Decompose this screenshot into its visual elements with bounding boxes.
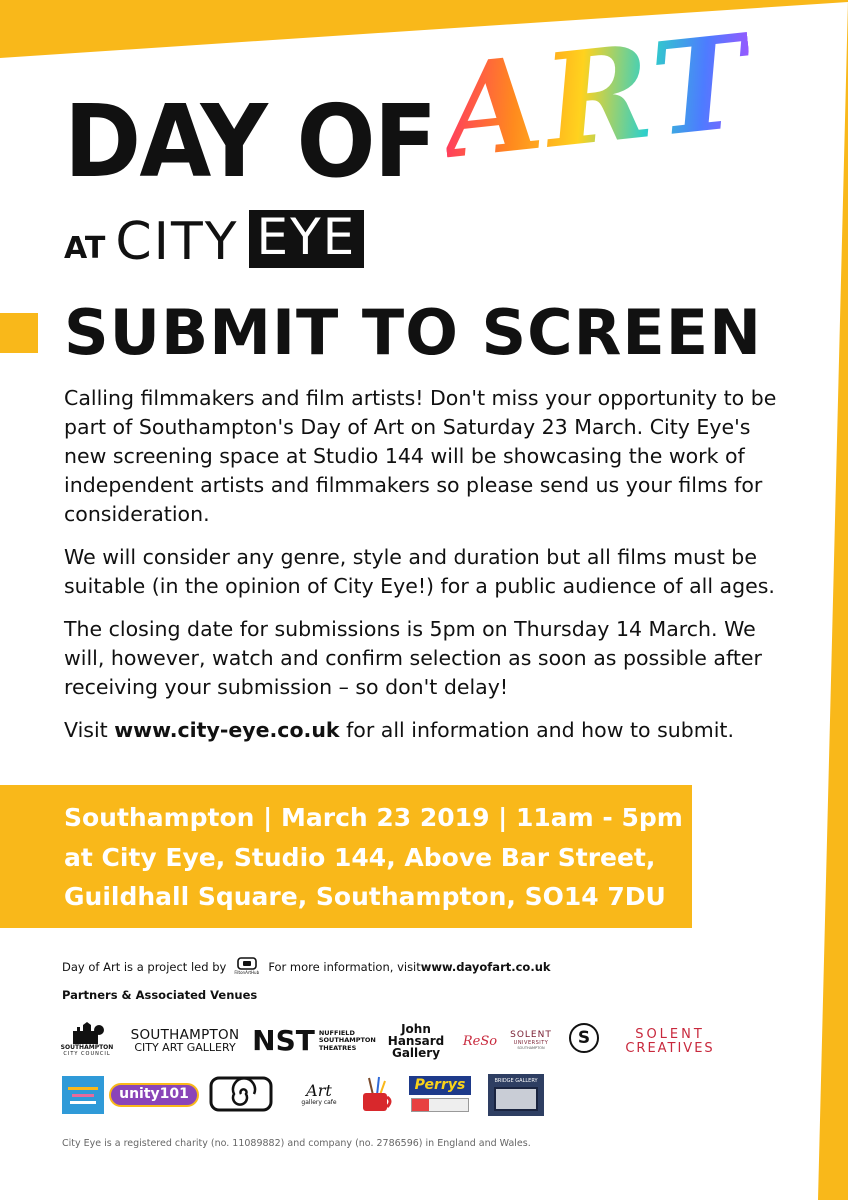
visit-suffix: for all information and how to submit. [339, 718, 734, 742]
event-info-banner [0, 785, 692, 928]
logo-day-of: DAY OF [64, 83, 436, 200]
credit-lead: Day of Art is a project led by [62, 960, 227, 974]
paragraph-intro: Calling filmmakers and film artists! Don't miss your opportunity to be part of Southampton's Day of Art on Saturday 23 March. City Eye's new screening space at Studio 144 will be showcasing the work of independent artists and filmmakers so please send us your films for consideration. [64, 386, 777, 526]
event-date-line: Southampton | March 23 2019 | 11am - 5pm [64, 803, 683, 832]
accessible-art-logo [62, 1076, 104, 1114]
logo-city: CITY [115, 212, 239, 272]
dayofart-link[interactable]: www.dayofart.co.uk [420, 960, 551, 974]
solent-university-logo: SOLENT UNIVERSITY SOUTHAMPTON [510, 1030, 552, 1051]
visit-prefix: Visit [64, 718, 115, 742]
art-house-cafe-logo: Art gallery cafe [301, 1081, 337, 1107]
credit-more: For more information, visit [268, 960, 421, 974]
bridge-gallery-logo: BRIDGE GALLERY [488, 1074, 544, 1116]
paragraph-genre: We will consider any genre, style and duration but all films must be suitable (in the opinion of City Eye!) for a public audience of all ages. [64, 545, 775, 598]
unity101-logo: unity101 [116, 1080, 192, 1110]
perrys-logo: Perrys [408, 1074, 472, 1114]
city-eye-link[interactable]: www.city-eye.co.uk [114, 718, 340, 742]
filton-art-hub-logo: FiltonArtHub [234, 957, 260, 977]
partners-heading: Partners & Associated Venues [62, 988, 258, 1002]
paragraph-closing-date: The closing date for submissions is 5pm on Thursday 14 March. We will, however, watch and confirm selection as soon as possible after receiving your submission – so don't delay! [64, 617, 762, 699]
paint-pot-logo [354, 1074, 396, 1116]
city-art-gallery-logo: SOUTHAMPTON CITY ART GALLERY [130, 1027, 240, 1055]
paragraph-visit [64, 716, 784, 745]
solent-creatives-logo: SOLENT CREATIVES [625, 1026, 715, 1056]
john-hansard-gallery-logo: John Hansard Gallery [387, 1022, 445, 1060]
page-title: SUBMIT TO SCREEN [64, 296, 762, 369]
logo-art-brush: ART [434, 6, 760, 189]
reso-logo: ReSo [462, 1033, 498, 1049]
left-accent-block [0, 313, 38, 353]
nst-theatres-logo: NST NUFFIELD SOUTHAMPTON THEATRES [252, 1024, 376, 1057]
credit-line [62, 957, 551, 977]
body-text [64, 384, 784, 759]
logo-at-city-eye [64, 208, 364, 272]
event-venue-line: at City Eye, Studio 144, Above Bar Street, [64, 843, 656, 872]
charity-footer: City Eye is a registered charity (no. 11089882) and company (no. 2786596) in England and Wales. [62, 1138, 531, 1149]
logo-at: AT [64, 231, 106, 266]
southampton-council-logo: SOUTHAMPTON CITY COUNCIL [58, 1018, 116, 1060]
spiral-gallery-logo [206, 1074, 276, 1114]
solent-showcase-logo: S [564, 1018, 604, 1058]
event-address-line: Guildhall Square, Southampton, SO14 7DU [64, 882, 666, 911]
logo-eye: EYE [249, 210, 365, 268]
